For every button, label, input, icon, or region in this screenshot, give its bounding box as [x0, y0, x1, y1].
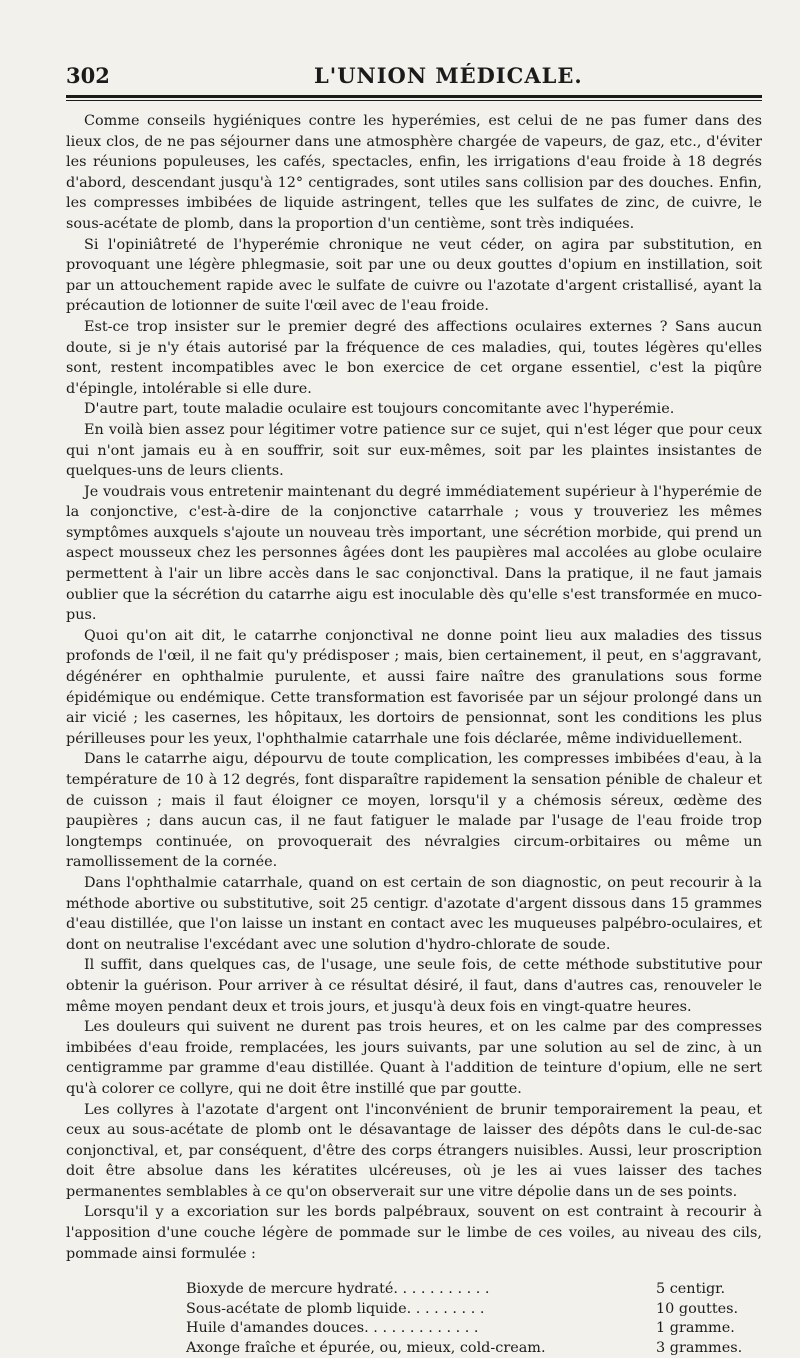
header-rule-thick	[66, 95, 762, 98]
formula-ingredient: Axonge fraîche et épurée, ou, mieux, cold-cream.	[186, 1339, 546, 1356]
formula-ingredient: Sous-acétate de plomb liquide. . . . . . . . .	[186, 1300, 485, 1317]
paragraph: Lorsqu'il y a excoriation sur les bords palpébraux, souvent on est contraint à recourir à l'apposition d'une couche légère de pommade sur le limbe de ces voiles, au niveau des cils, pommade ainsi formulée :	[66, 1204, 762, 1262]
paragraph: Il suffit, dans quelques cas, de l'usage, une seule fois, de cette méthode substitutive pour obtenir la guérison. Pour arriver à ce résultat désiré, il faut, dans d'autres cas, renouveler le même moyen pendant deux et trois jours, et jusqu'à deux fois en vingt-quatre heures.	[66, 957, 762, 1015]
formula-row	[186, 1300, 746, 1320]
formula-quantity: 3 grammes.	[656, 1339, 743, 1356]
paragraph: Je voudrais vous entretenir maintenant du degré immédiatement supérieur à l'hyperémie de la conjonctive, c'est-à-dire de la conjonctive catarrhale ; vous y trouveriez les mêmes symptômes auxquels s'ajoute un nouveau très important, une sécrétion morbide, qui prend un aspect mousseux chez les personnes âgées dont les paupières mal accolées au globe oculaire permettent à l'air un libre accès dans le sac conjonctival. Dans la pratique, il ne faut jamais oublier que la sécrétion du catarrhe aigu est inoculable dès qu'elle s'est transformée en muco-pus.	[66, 483, 762, 624]
page-header	[66, 55, 762, 89]
formula-row	[186, 1319, 746, 1339]
formula-row	[186, 1339, 746, 1358]
journal-title: L'UNION MÉDICALE.	[314, 63, 583, 88]
paragraph: Comme conseils hygiéniques contre les hyperémies, est celui de ne pas fumer dans des lieux clos, de ne pas séjourner dans une atmosphère chargée de vapeurs, de gaz, etc., d'éviter les réunions populeuses, les cafés, spectacles, enfin, les irrigations d'eau froide à 18 degrés d'abord, descendant jusqu'à 12° centigrades, sont utiles sans collision par des douches. Enfin, les compresses imbibées de liquide astringent, telles que les sulfates de zinc, de cuivre, le sous-acétate de plomb, dans la proportion d'un centième, sont très indiquées.	[66, 113, 762, 232]
paragraph: En voilà bien assez pour légitimer votre patience sur ce sujet, qui n'est léger que pour ceux qui n'ont jamais eu à en souffrir, soit sur eux-mêmes, soit par les plaintes insistantes de quelques-uns de leurs clients.	[66, 421, 762, 480]
header-rule-thin	[66, 100, 762, 101]
paragraph: Les douleurs qui suivent ne durent pas trois heures, et on les calme par des compresses imbibées d'eau froide, remplacées, les jours suivants, par une solution au sel de zinc, à un centigramme par gramme d'eau distillée. Quant à l'addition de teinture d'opium, elle ne sert qu'à colorer ce collyre, qui ne doit être instillé que par goutte.	[66, 1019, 762, 1097]
body-text	[66, 111, 762, 1264]
paragraph: Dans l'ophthalmie catarrhale, quand on est certain de son diagnostic, on peut recourir à la méthode abortive ou substitutive, soit 25 centigr. d'azotate d'argent dissous dans 15 grammes d'eau distillée, que l'on laisse un instant en contact avec les muqueuses palpébro-oculaires, et dont on neutralise l'excédant avec une solution d'hydro-chlorate de soude.	[66, 874, 762, 953]
paragraph: Dans le catarrhe aigu, dépourvu de toute complication, les compresses imbibées d'eau, à la température de 10 à 12 degrés, font disparaître rapidement la sensation pénible de chaleur et de cuisson ; mais il faut éloigner ce moyen, lorsqu'il y a chémosis séreux, œdème des paupières ; dans aucun cas, il ne faut fatiguer le malade par l'usage de l'eau froide trop longtemps continuée, on provoquerait des névralgies circum-orbitaires ou même un ramollissement de la cornée.	[66, 751, 762, 871]
paragraph: Quoi qu'on ait dit, le catarrhe conjonctival ne donne point lieu aux maladies des tissus profonds de l'œil, il ne fait qu'y prédisposer ; mais, bien certainement, il peut, en s'aggravant, dégénérer en ophthalmie purulente, et aussi faire naître des granulations sous forme épidémique ou endémique. Cette transformation est favorisée par un séjour prolongé dans un air vicié ; les casernes, les hôpitaux, les dortoirs de pensionnat, sont les conditions les plus périlleuses pour les yeux, l'ophthalmie catarrhale une fois déclarée, même individuellement.	[66, 627, 762, 747]
formula-quantity: 1 gramme.	[656, 1320, 735, 1337]
formula-row	[186, 1280, 746, 1300]
paragraph: D'autre part, toute maladie oculaire est toujours concomitante avec l'hyperémie.	[84, 401, 675, 418]
ointment-formula	[186, 1280, 746, 1358]
formula-ingredient: Bioxyde de mercure hydraté. . . . . . . . . . .	[186, 1281, 490, 1298]
formula-quantity: 5 centigr.	[656, 1281, 726, 1298]
paragraph: Si l'opiniâtreté de l'hyperémie chronique ne veut céder, on agira par substitution, en provoquant une légère phlegmasie, soit par une ou deux gouttes d'opium en instillation, soit par un attouchement rapide avec le sulfate de cuivre ou l'azotate d'argent cristallisé, ayant la précaution de lotionner de suite l'œil avec de l'eau froide.	[66, 236, 762, 315]
paragraph: Les collyres à l'azotate d'argent ont l'inconvénient de brunir temporairement la peau, et ceux au sous-acétate de plomb ont le désavantage de laisser des dépôts dans le cul-de-sac conjonctival, et, par conséquent, d'être des corps étrangers nuisibles. Aussi, leur proscription doit être absolue dans les kératites ulcéreuses, où je les ai vues laisser des taches permanentes semblables à ce qu'on observerait sur une vitre dépolie dans un de ses points.	[66, 1101, 762, 1200]
page-number: 302	[66, 63, 110, 88]
formula-ingredient: Huile d'amandes douces. . . . . . . . . . . . .	[186, 1320, 479, 1337]
paragraph: Est-ce trop insister sur le premier degré des affections oculaires externes ? Sans aucun doute, si je n'y étais autorisé par la fréquence de ces maladies, qui, toutes légères qu'elles sont, restent incompatibles avec le bon exercice de cet organe essentiel, c'est la piqûre d'épingle, intolérable si elle dure.	[66, 318, 762, 397]
formula-quantity: 10 gouttes.	[656, 1300, 739, 1317]
